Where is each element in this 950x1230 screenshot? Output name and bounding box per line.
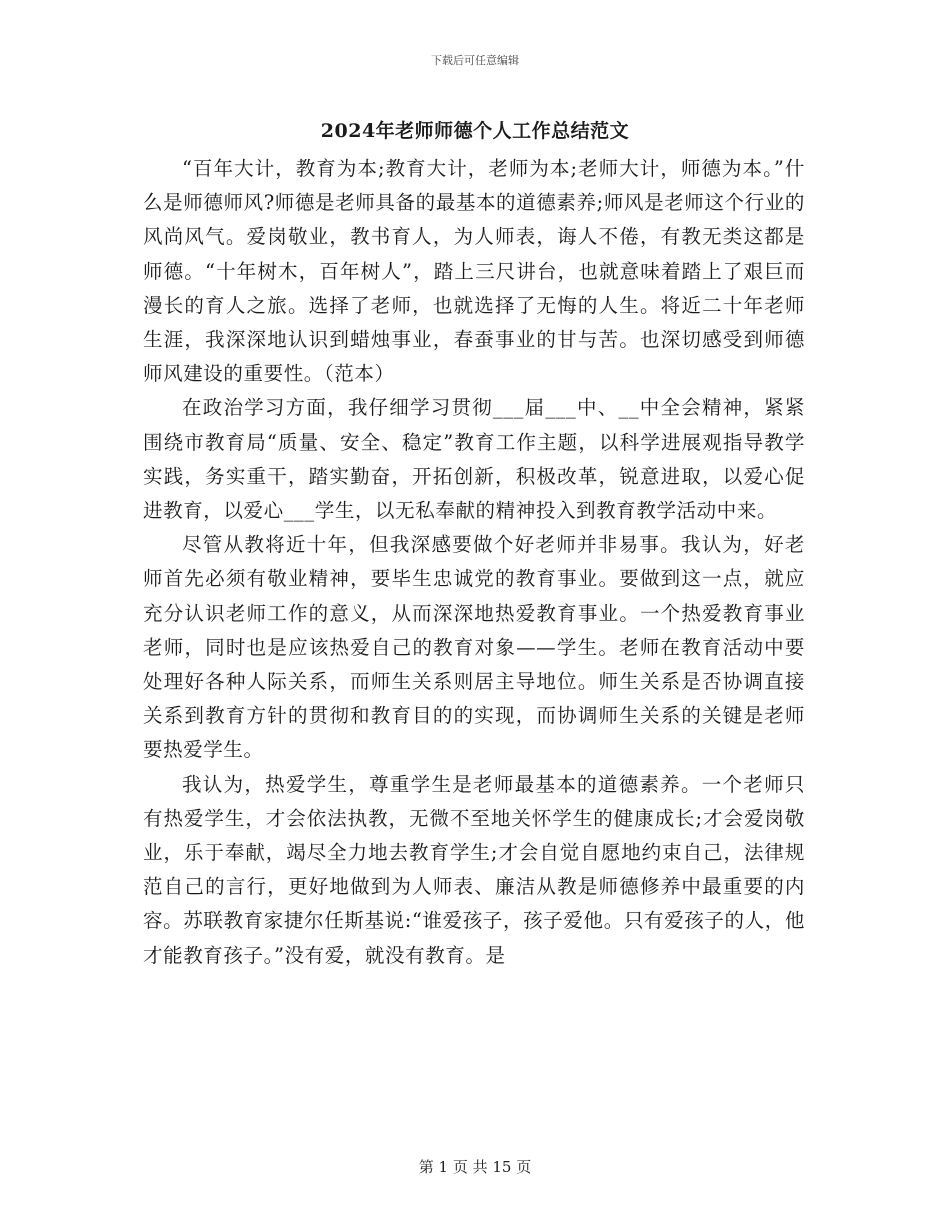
paragraph-4: 我认为，热爱学生，尊重学生是老师最基本的道德素养。一个老师只有热爱学生，才会依法执教，无微不至地关怀学生的健康成长;才会爱岗敬业，乐于奉献，竭尽全力地去教育学生;才会自觉自愿地约束自己，法律规范自己的言行，更好地做到为人师表、廉洁从教是师德修养中最重要的内容。苏联教育家捷尔任斯基说:“谁爱孩子，孩子爱他。只有爱孩子的人，他才能教育孩子。”没有爱，就没有教育。是 [143,772,805,967]
document-title: 2024年老师师德个人工作总结范文 [320,120,630,142]
document-body [143,152,805,973]
page-header-note: 下载后可任意编辑 [431,54,519,67]
paragraph-2: 在政治学习方面，我仔细学习贯彻___届___中、__中全会精神，紧紧围绕市教育局“质量、安全、稳定”教育工作主题，以科学进展观指导教学实践，务实重干，踏实勤奋，开拓创新，积极改革，锐意进取，以爱心促进教育，以爱心___学生，以无私奉献的精神投入到教育教学活动中来。 [143,396,805,523]
paragraph-1: “百年大计，教育为本;教育大计，老师为本;老师大计，师德为本。”什么是师德师风?师德是老师具备的最基本的道德素养;师风是老师这个行业的风尚风气。爱岗敬业，教书育人，为人师表，诲人不倦，有教无类这都是师德。“十年树木，百年树人”，踏上三尺讲台，也就意味着踏上了艰巨而漫长的育人之旅。选择了老师，也就选择了无悔的人生。将近二十年老师生涯，我深深地认识到蜡烛事业，春蚕事业的甘与苦。也深切感受到师德师风建设的重要性。（范本） [143,157,805,386]
page-number: 第 1 页 共 15 页 [418,1158,532,1176]
paragraph-3: 尽管从教将近十年，但我深感要做个好老师并非易事。我认为，好老师首先必须有敬业精神，要毕生忠诚党的教育事业。要做到这一点，就应充分认识老师工作的意义，从而深深地热爱教育事业。一个热爱教育事业老师，同时也是应该热爱自己的教育对象——学生。老师在教育活动中要处理好各种人际关系，而师生关系则居主导地位。师生关系是否协调直接关系到教育方针的贯彻和教育目的的实现，而协调师生关系的关键是老师要热爱学生。 [143,533,805,762]
